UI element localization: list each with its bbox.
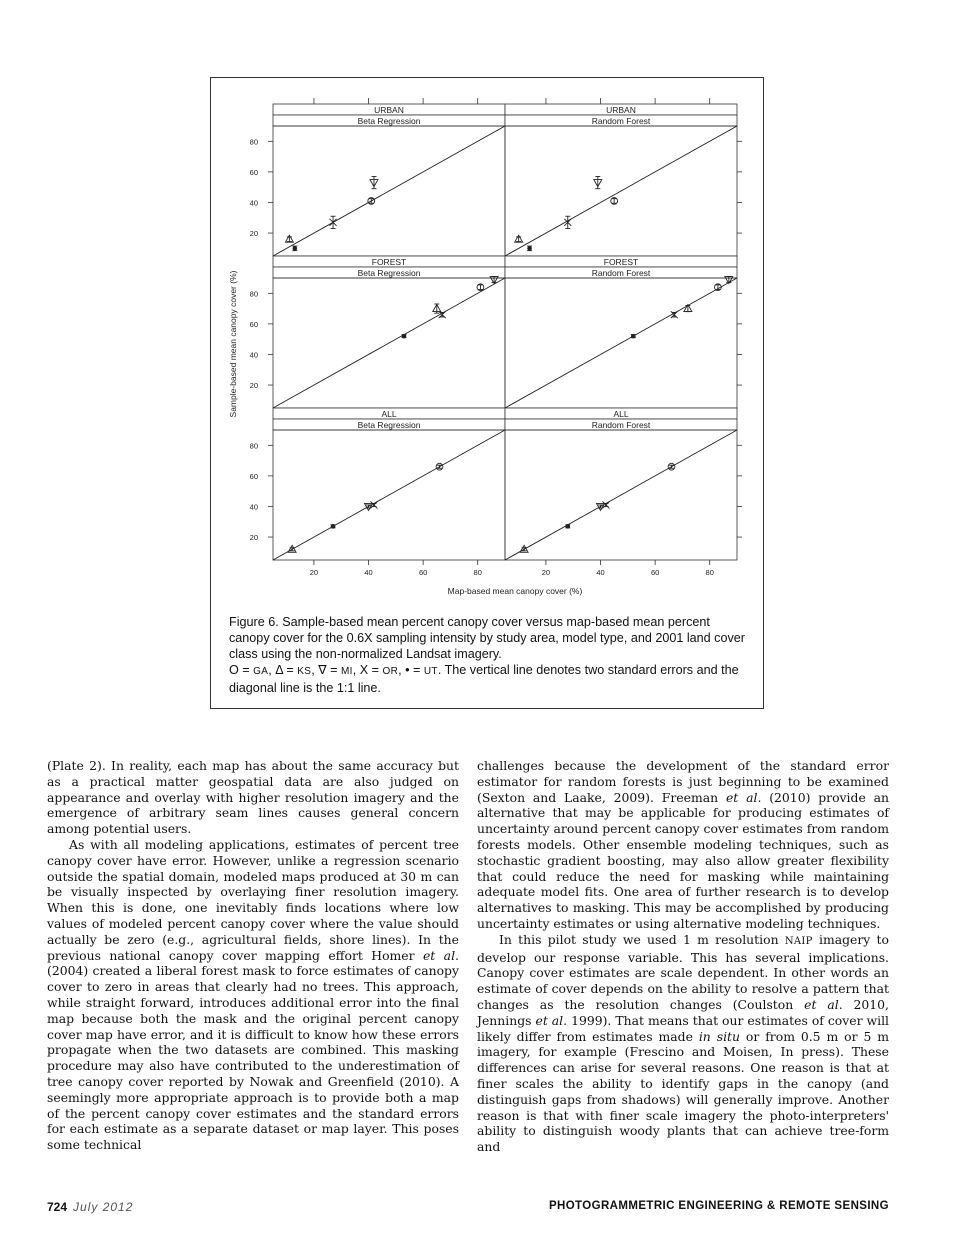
- strip-model-label: Random Forest: [591, 116, 651, 126]
- legend-or: OR: [382, 666, 399, 677]
- point-ut: [631, 334, 636, 339]
- figure-caption: [229, 614, 749, 696]
- text-run: imagery to develop our response variable. This has several implications. Canopy cover estimates are scale dependent. In other words an estimate of cover depends on the ability to resolve a pattern that changes as the resolution changes (Coulston: [477, 931, 889, 1012]
- figure-6-plot: [211, 78, 763, 608]
- legend-ga-symbol: O =: [229, 663, 254, 677]
- legend-ut-symbol: , • =: [398, 663, 424, 677]
- y-tick-label: 40: [249, 350, 258, 360]
- x-tick-label: 60: [650, 568, 660, 577]
- text-run: et al: [725, 789, 758, 805]
- x-tick-label: 40: [364, 568, 373, 577]
- left-text-column: [47, 758, 459, 1153]
- strip-model-label: Beta Regression: [357, 420, 421, 430]
- strip-model-label: Random Forest: [591, 420, 651, 430]
- paragraph: [477, 932, 889, 1155]
- y-axis-label: Sample-based mean canopy cover (%): [228, 270, 238, 418]
- paragraph: (Plate 2). In reality, each map has about the same accuracy but as a practical matter geospatial data are also judged on appearance and overlay with higher resolution imagery and the emergence of arbitrary seam lines causes general concern among potential users.: [47, 758, 459, 837]
- caption-text: Sample-based mean percent canopy cover versus map-based mean percent canopy cover for the 0.6X sampling intensity by study area, model type, and 2001 land cover class using the non-normalized Landsat imagery.: [229, 615, 745, 661]
- text-run: et al: [422, 947, 456, 963]
- strip-model-label: Random Forest: [591, 268, 651, 278]
- legend-ga: GA: [253, 666, 269, 677]
- paragraph: [47, 837, 459, 1153]
- strip-model-label: Beta Regression: [357, 268, 421, 278]
- strip-model-label: Beta Regression: [357, 116, 421, 126]
- x-axis-label: Map-based mean canopy cover (%): [447, 586, 583, 596]
- legend-ks-symbol: , Δ =: [268, 663, 298, 677]
- one-to-one-line: [273, 126, 505, 256]
- legend-ut: UT: [423, 666, 438, 677]
- figure-6: [210, 77, 764, 709]
- x-tick-label: 60: [418, 568, 428, 577]
- text-run: . (2010) provide an alternative that may be applicable for producing estimates of uncertainty around percent canopy cover estimates from random forests models. Other ensemble modeling techniques, such as stochastic gradient boosting, may also allow greater flexibility that could reduce the need for masking while maintaining adequate model fits. One area of further research is to develop alternatives to masking. This may be accomplished by producing uncertainty estimates or using alternative modeling techniques.: [477, 789, 889, 931]
- journal-name: PHOTOGRAMMETRIC ENGINEERING & REMOTE SENSING: [548, 1200, 889, 1212]
- strip-area-label: URBAN: [374, 105, 404, 115]
- text-run: . (2004) created a liberal forest mask to force estimates of canopy cover to zero in areas that clearly had no trees. This approach, while straight forward, introduces additional error into the final map because both the mask and the original percent canopy cover map have error, and it is difficult to know how these errors propagate when the two datasets are combined. This masking procedure may also have contributed to the underestimation of tree canopy cover reported by Nowak and Greenfield (2010). A seemingly more appropriate approach is to provide both a map of the percent canopy cover estimates and the standard errors for each estimate as a separate dataset or map layer. This poses some technical: [47, 947, 459, 1153]
- y-tick-label: 80: [249, 441, 258, 451]
- paragraph: [477, 758, 889, 932]
- strip-area-label: FOREST: [603, 257, 639, 267]
- text-run: et al: [535, 1012, 564, 1028]
- page-number: 724: [47, 1200, 68, 1214]
- one-to-one-line: [273, 430, 505, 560]
- x-tick-label: 80: [705, 568, 714, 577]
- point-ut: [293, 246, 298, 251]
- x-tick-label: 80: [473, 568, 482, 577]
- one-to-one-line: [505, 430, 737, 560]
- caption-tail: . The vertical line denotes two standard errors and the diagonal line is the 1:1 line.: [229, 663, 739, 695]
- point-ut: [527, 246, 532, 251]
- one-to-one-line: [505, 278, 737, 408]
- y-tick-label: 40: [249, 502, 258, 512]
- text-run: et al: [804, 996, 839, 1012]
- point-ut: [565, 524, 570, 529]
- text-run: . 2010, Jennings: [477, 996, 889, 1028]
- y-tick-label: 20: [249, 229, 258, 239]
- y-tick-label: 60: [249, 471, 258, 481]
- strip-area-label: FOREST: [371, 257, 407, 267]
- text-run: challenges because the development of the standard error estimator for random forests is just beginning to be examined (Sexton and Laake, 2009). Freeman: [477, 758, 889, 805]
- y-tick-label: 20: [249, 381, 258, 391]
- legend-or-symbol: , X =: [352, 663, 383, 677]
- y-tick-label: 20: [249, 533, 258, 543]
- point-ut: [331, 524, 336, 529]
- text-run: . 1999). That means that our estimates of cover will likely differ from estimates made: [477, 1012, 889, 1044]
- text-run: In this pilot study we used 1 m resolution: [499, 931, 785, 947]
- y-tick-label: 80: [249, 137, 258, 147]
- one-to-one-line: [273, 278, 505, 408]
- legend-mi-symbol: , ∇ =: [311, 663, 342, 677]
- text-run: NAIP: [784, 935, 813, 947]
- y-tick-label: 60: [249, 167, 258, 177]
- legend-ks: KS: [297, 666, 312, 677]
- caption-lead: Figure 6.: [229, 615, 279, 629]
- point-ut: [402, 334, 407, 339]
- y-tick-label: 60: [249, 319, 258, 329]
- legend-mi: MI: [341, 666, 353, 677]
- text-run: in situ: [698, 1028, 740, 1044]
- x-tick-label: 20: [309, 568, 319, 577]
- strip-area-label: ALL: [613, 409, 629, 419]
- right-text-column: [477, 758, 889, 1155]
- y-tick-label: 80: [249, 289, 258, 299]
- y-tick-label: 40: [249, 198, 258, 208]
- text-run: As with all modeling applications, estimates of percent tree canopy cover have error. However, unlike a regression scenario outside the spatial domain, modeled maps produced at 30 m can be visually inspected by overlaying finer resolution imagery. When this is done, one inevitably finds locations where low values of modeled percent canopy cover where the value should actually be zero (e.g., agricultural fields, shore lines). In the previous national canopy cover mapping effort Homer: [47, 836, 459, 963]
- x-tick-label: 20: [541, 568, 551, 577]
- strip-area-label: ALL: [381, 409, 397, 419]
- footer-left: [47, 1200, 133, 1214]
- issue-date: July 2012: [73, 1200, 134, 1214]
- x-tick-label: 40: [596, 568, 605, 577]
- one-to-one-line: [505, 126, 737, 256]
- text-run: or from 0.5 m or 5 m imagery, for example (Frescino and Moisen, In press). These differences can arise for several reasons. One reason is that at finer scales the ability to identify gaps in the canopy (and distinguish gaps from shadows) will generally improve. Another reason is that with finer scale imagery the photo-interpreters' ability to distinguish woody plants that can achieve tree-form and: [477, 1028, 889, 1155]
- strip-area-label: URBAN: [606, 105, 636, 115]
